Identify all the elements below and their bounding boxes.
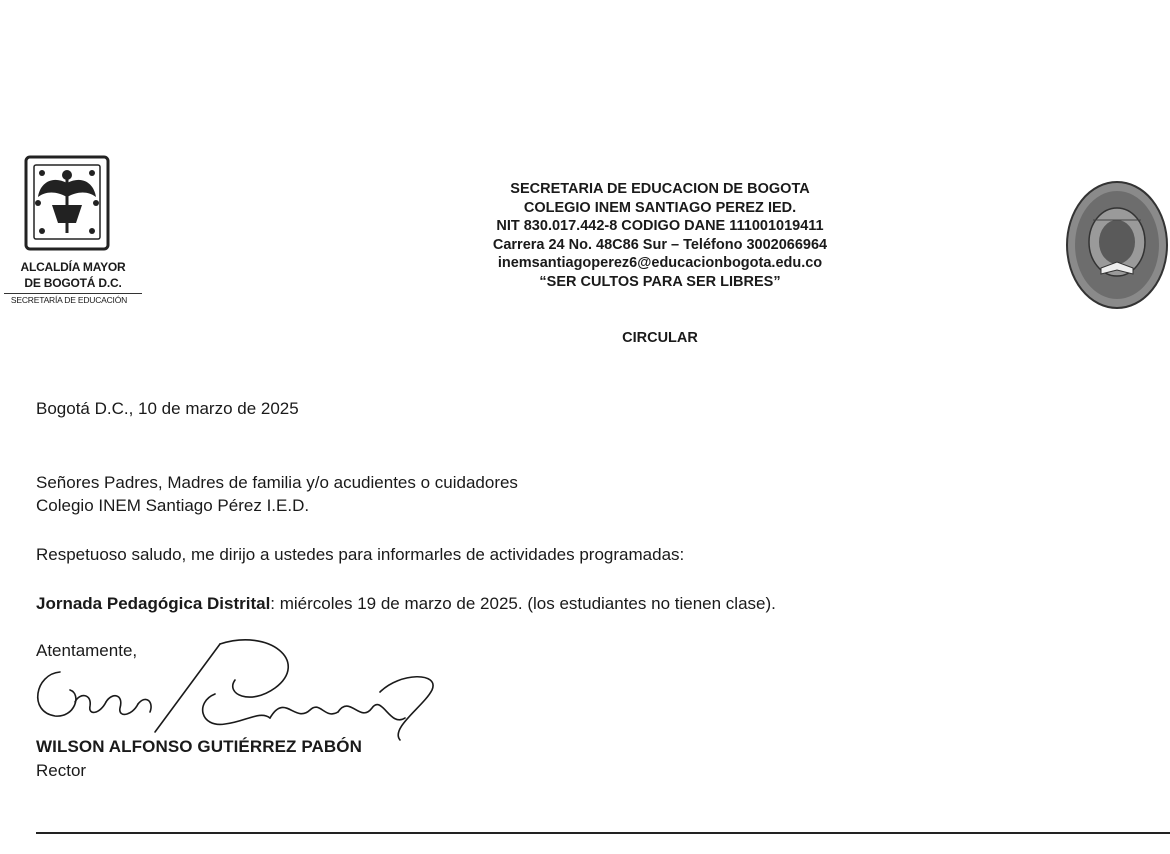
- school-seal-logo: [1065, 180, 1169, 310]
- document-title: CIRCULAR: [622, 330, 698, 346]
- header-motto: “SER CULTOS PARA SER LIBRES”: [539, 273, 781, 290]
- alcaldia-line-3: SECRETARÍA DE EDUCACIÓN: [10, 295, 128, 305]
- institution-header: [400, 180, 920, 292]
- addressee-line-2: Colegio INEM Santiago Pérez I.E.D.: [36, 496, 310, 515]
- bogota-coat-of-arms-logo: [22, 153, 112, 253]
- greeting-paragraph: Respetuoso saludo, me dirijo a ustedes para informarles de actividades programadas:: [36, 545, 685, 564]
- event-paragraph: [36, 593, 776, 614]
- alcaldia-divider: [4, 293, 142, 294]
- header-line-2: COLEGIO INEM SANTIAGO PEREZ IED.: [523, 199, 797, 216]
- signer-name: WILSON ALFONSO GUTIÉRREZ PABÓN: [36, 737, 362, 756]
- header-email: inemsantiagoperez6@educacionbogota.edu.co: [497, 255, 823, 272]
- date-line: Bogotá D.C., 10 de marzo de 2025: [36, 399, 299, 418]
- signer-role: Rector: [36, 761, 87, 780]
- closing-line: Atentamente,: [36, 641, 138, 660]
- alcaldia-caption: [0, 259, 146, 306]
- addressee-line-1: Señores Padres, Madres de familia y/o acudientes o cuidadores: [36, 473, 518, 492]
- header-line-3: NIT 830.017.442-8 CODIGO DANE 111001019411: [496, 218, 824, 235]
- event-detail: : miércoles 19 de marzo de 2025. (los estudiantes no tienen clase).: [270, 594, 776, 613]
- header-line-4: Carrera 24 No. 48C86 Sur – Teléfono 3002066964: [492, 236, 828, 253]
- footer-divider: [36, 832, 1170, 834]
- header-line-1: SECRETARIA DE EDUCACION DE BOGOTA: [510, 181, 810, 197]
- alcaldia-line-1: ALCALDÍA MAYOR: [20, 260, 126, 274]
- alcaldia-line-2: DE BOGOTÁ D.C.: [24, 276, 122, 290]
- event-label: Jornada Pedagógica Distrital: [36, 594, 271, 613]
